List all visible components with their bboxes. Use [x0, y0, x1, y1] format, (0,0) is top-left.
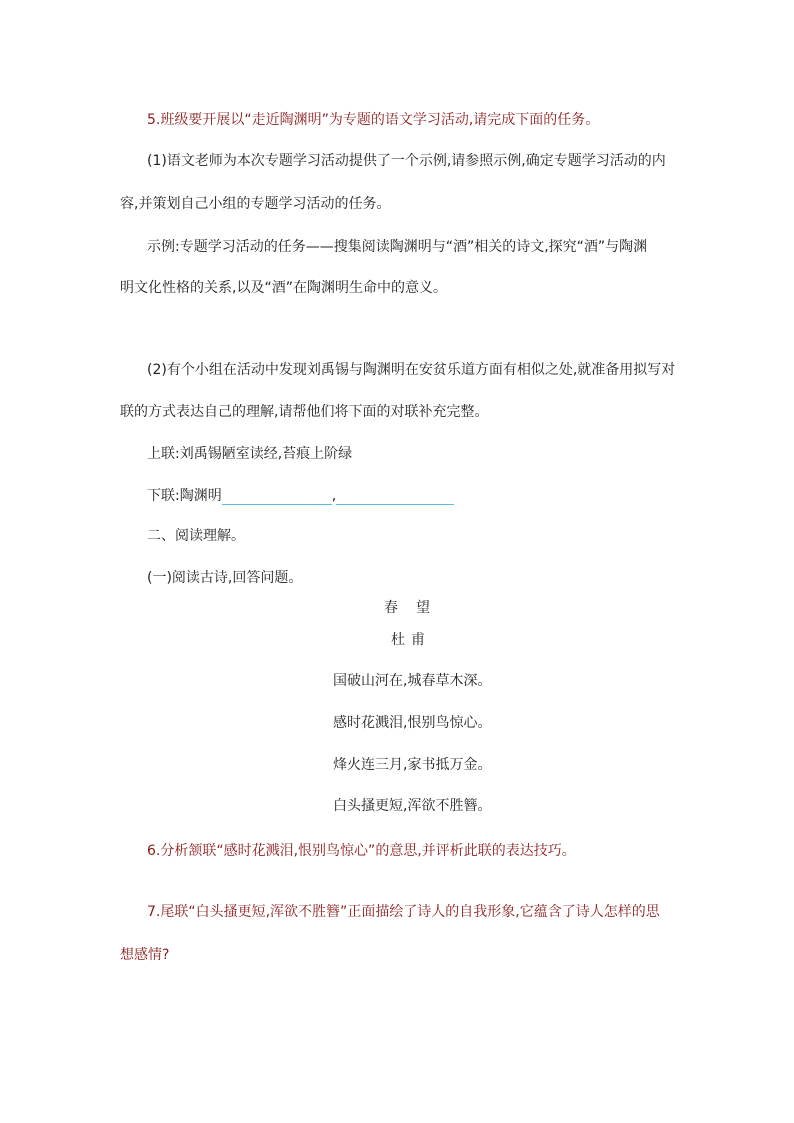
task-2-line-2: 联的方式表达自己的理解,请帮他们将下面的对联补充完整。 — [120, 404, 489, 420]
question-6: 6.分析颔联“感时花溅泪,恨别鸟惊心”的意思,并评析此联的表达技巧。 — [147, 843, 576, 859]
question-5: 5.班级要开展以“走近陶渊明”为专题的语文学习活动,请完成下面的任务。 — [147, 112, 600, 128]
answer-blank-1[interactable] — [222, 490, 332, 505]
poem-line-2: 感时花溅泪,恨别鸟惊心。 — [333, 715, 492, 731]
poem-title: 春望 — [384, 600, 448, 616]
answer-blank-2[interactable] — [336, 490, 454, 505]
example-line-1: 示例:专题学习活动的任务——搜集阅读陶渊明与“酒”相关的诗文,探究“酒”与陶渊 — [147, 239, 648, 255]
example-line-2: 明文化性格的关系,以及“酒”在陶渊明生命中的意义。 — [120, 280, 447, 296]
task-1-line-2: 容,并策划自己小组的专题学习活动的任务。 — [120, 196, 391, 212]
section-2-heading: 二、阅读理解。 — [147, 528, 245, 544]
subsection-1-heading: (一)阅读古诗,回答问题。 — [147, 570, 303, 586]
question-7-line-2: 想感情? — [120, 947, 170, 963]
question-7-line-1: 7.尾联“白头搔更短,浑欲不胜簪”正面描绘了诗人的自我形象,它蕴含了诗人怎样的思 — [147, 904, 660, 920]
poem-author: 杜甫 — [391, 632, 431, 648]
couplet-separator: , — [331, 488, 337, 504]
couplet-lower — [147, 485, 454, 505]
task-1-line-1: (1)语文老师为本次专题学习活动提供了一个示例,请参照示例,确定专题学习活动的内 — [147, 153, 666, 169]
poem-line-1: 国破山河在,城春草木深。 — [333, 673, 492, 689]
couplet-upper: 上联:刘禹锡陋室读经,苔痕上阶绿 — [147, 446, 353, 462]
task-2-line-1: (2)有个小组在活动中发现刘禹锡与陶渊明在安贫乐道方面有相似之处,就准备用拟写对 — [147, 362, 676, 378]
couplet-lower-prefix: 下联:陶渊明 — [147, 488, 222, 504]
poem-line-4: 白头搔更短,浑欲不胜簪。 — [333, 798, 492, 814]
poem-line-3: 烽火连三月,家书抵万金。 — [333, 757, 492, 773]
